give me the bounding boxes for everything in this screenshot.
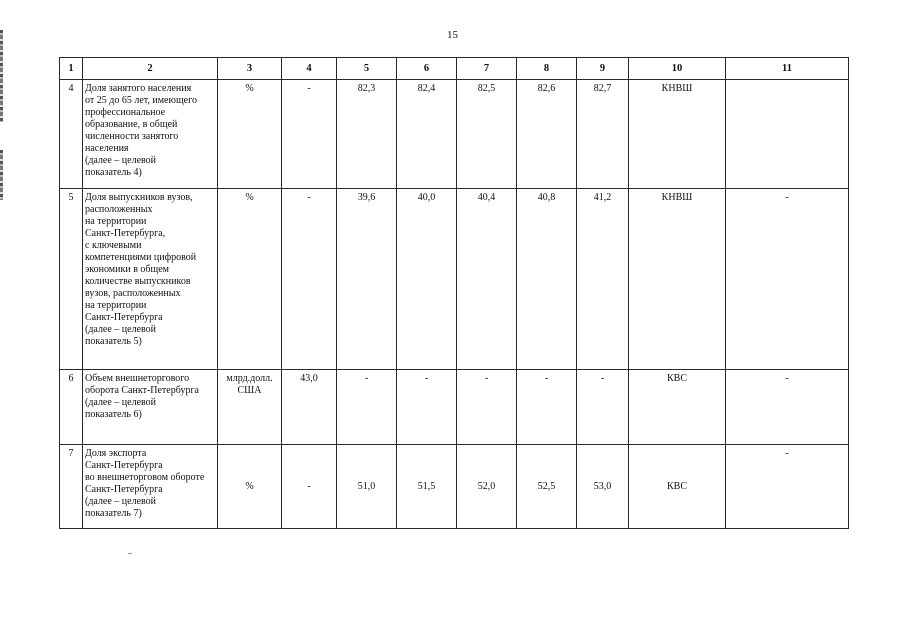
value-cell-7: 52,0 (457, 445, 517, 529)
value-cell-6: 82,4 (397, 80, 457, 189)
unit-cell (218, 370, 282, 445)
scan-edge-mark (0, 150, 3, 200)
value-cell-7: 40,4 (457, 189, 517, 370)
base-value-cell: - (282, 189, 337, 370)
scan-speck (128, 553, 132, 554)
col-header-3: 3 (218, 58, 282, 80)
name-line: с ключевыми (85, 240, 142, 251)
col-header-2: 2 (83, 58, 218, 80)
unit-cell: % (218, 445, 282, 529)
name-line: показатель 6) (85, 409, 142, 420)
indicator-name (83, 80, 218, 189)
name-line: количестве выпускников (85, 276, 191, 287)
name-line: Доля экспорта (85, 448, 147, 459)
name-line: (далее – целевой (85, 155, 157, 166)
table-row (60, 445, 849, 529)
table-row (60, 370, 849, 445)
col-header-5: 5 (337, 58, 397, 80)
value-cell-5: 82,3 (337, 80, 397, 189)
scan-edge-mark (0, 30, 3, 122)
table-row (60, 80, 849, 189)
name-line: показатель 5) (85, 336, 142, 347)
col-header-11: 11 (726, 58, 849, 80)
value-cell-7: - (457, 370, 517, 445)
name-line: от 25 до 65 лет, имеющего (85, 95, 197, 106)
value-cell-9: 53,0 (577, 445, 629, 529)
note-cell: - (726, 445, 849, 529)
name-line: населения (85, 143, 129, 154)
row-number: 5 (60, 189, 83, 370)
base-value-cell: - (282, 80, 337, 189)
name-line: профессиональное (85, 107, 166, 118)
name-line: оборота Санкт-Петербурга (85, 385, 199, 396)
name-line: образование, в общей (85, 119, 178, 130)
col-header-6: 6 (397, 58, 457, 80)
unit-line: млрд.долл. (226, 373, 273, 384)
value-cell-6: 40,0 (397, 189, 457, 370)
base-value-cell: - (282, 445, 337, 529)
value-cell-8: 52,5 (517, 445, 577, 529)
value-cell-6: - (397, 370, 457, 445)
value-cell-8: 40,8 (517, 189, 577, 370)
name-line: численности занятого (85, 131, 179, 142)
indicator-name (83, 370, 218, 445)
indicators-table (59, 57, 849, 529)
name-line: на территории (85, 216, 147, 227)
table-row (60, 189, 849, 370)
value-cell-8: 82,6 (517, 80, 577, 189)
note-cell (726, 80, 849, 189)
value-cell-5: - (337, 370, 397, 445)
note-cell: - (726, 189, 849, 370)
indicator-name (83, 445, 218, 529)
value-cell-5: 39,6 (337, 189, 397, 370)
responsible-org-cell: КВС (629, 370, 726, 445)
name-line: Санкт-Петербурга (85, 460, 163, 471)
name-line: Доля занятого населения (85, 83, 192, 94)
col-header-10: 10 (629, 58, 726, 80)
note-cell: - (726, 370, 849, 445)
header-row (60, 58, 849, 80)
col-header-1: 1 (60, 58, 83, 80)
value-cell-6: 51,5 (397, 445, 457, 529)
name-line: (далее – целевой (85, 324, 157, 335)
name-line: (далее – целевой (85, 496, 157, 507)
name-line: показатель 7) (85, 508, 142, 519)
value-cell-7: 82,5 (457, 80, 517, 189)
unit-cell: % (218, 80, 282, 189)
responsible-org-cell: КНВШ (629, 189, 726, 370)
unit-cell: % (218, 189, 282, 370)
name-line: показатель 4) (85, 167, 142, 178)
col-header-7: 7 (457, 58, 517, 80)
row-number: 7 (60, 445, 83, 529)
value-cell-9: 82,7 (577, 80, 629, 189)
name-line: Объем внешнеторгового (85, 373, 190, 384)
name-line: вузов, расположенных (85, 288, 181, 299)
row-number: 4 (60, 80, 83, 189)
responsible-org-cell: КНВШ (629, 80, 726, 189)
name-line: на территории (85, 300, 147, 311)
unit-line: США (237, 385, 262, 396)
responsible-org-cell: КВС (629, 445, 726, 529)
row-number: 6 (60, 370, 83, 445)
col-header-9: 9 (577, 58, 629, 80)
value-cell-9: - (577, 370, 629, 445)
name-line: (далее – целевой (85, 397, 157, 408)
name-line: Доля выпускников вузов, (85, 192, 193, 203)
value-cell-8: - (517, 370, 577, 445)
value-cell-9: 41,2 (577, 189, 629, 370)
name-line: Санкт-Петербурга (85, 312, 163, 323)
col-header-4: 4 (282, 58, 337, 80)
indicator-name (83, 189, 218, 370)
page-number: 15 (447, 29, 458, 41)
value-cell-5: 51,0 (337, 445, 397, 529)
name-line: расположенных (85, 204, 153, 215)
name-line: экономики в общем (85, 264, 169, 275)
base-value-cell: 43,0 (282, 370, 337, 445)
name-line: компетенциями цифровой (85, 252, 197, 263)
col-header-8: 8 (517, 58, 577, 80)
name-line: Санкт-Петербурга, (85, 228, 166, 239)
name-line: Санкт-Петербурга (85, 484, 163, 495)
name-line: во внешнеторговом обороте (85, 472, 205, 483)
